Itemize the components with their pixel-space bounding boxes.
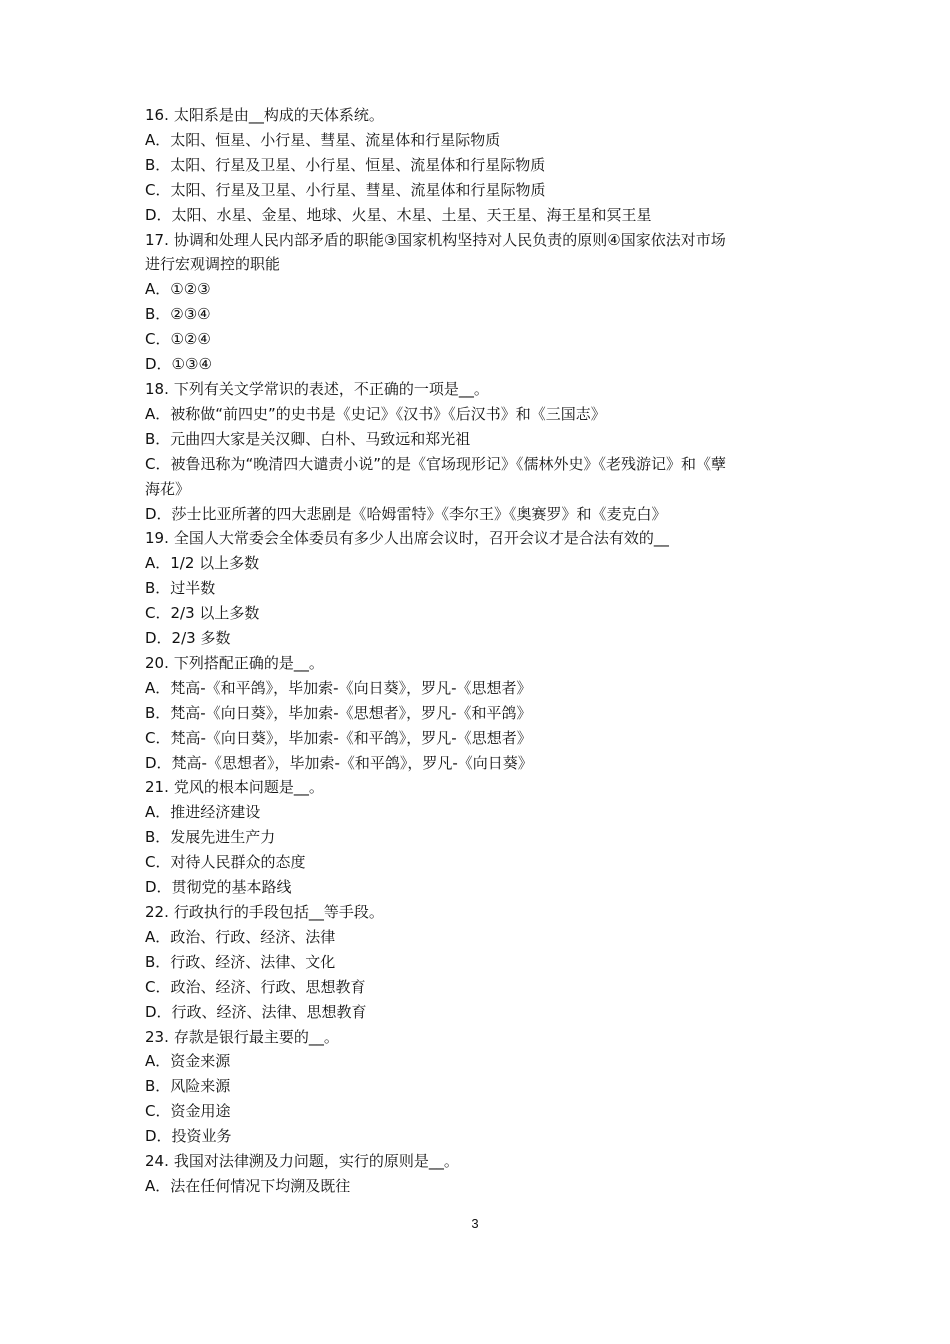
- option-line: A．政治、行政、经济、法律: [145, 927, 336, 946]
- question-number: 16.: [145, 106, 169, 124]
- option-line: B．元曲四大家是关汉卿、白朴、马致远和郑光祖: [145, 429, 471, 448]
- continuation-line: 进行宏观调控的职能: [145, 255, 281, 274]
- question-text: 行政执行的手段包括__等手段。: [173, 903, 384, 921]
- question-line: [145, 526, 810, 551]
- question-text: 党风的根本问题是__。: [173, 778, 324, 797]
- question-number: 21.: [145, 778, 169, 797]
- option-line: C．对待人民群众的态度: [145, 853, 306, 872]
- page-content: [145, 103, 810, 1199]
- question-number: 17.: [145, 230, 169, 249]
- question-line: [145, 775, 810, 800]
- option-line: B．太阳、行星及卫星、小行星、恒星、流星体和行星际物质: [145, 155, 546, 174]
- option-line: C．①②④: [145, 330, 211, 349]
- option-line: D．行政、经济、法律、思想教育: [145, 1002, 367, 1021]
- option-line: C．太阳、行星及卫星、小行星、彗星、流星体和行星际物质: [145, 180, 546, 199]
- option-line: A．法在任何情况下均溯及既往: [145, 1176, 351, 1195]
- question-number: 20.: [145, 653, 169, 672]
- option-line: A．太阳、恒星、小行星、彗星、流星体和行星际物质: [145, 130, 501, 149]
- question-text: 全国人大常委会全体委员有多少人出席会议时，召开会议才是合法有效的__: [173, 529, 669, 548]
- option-line: C．2/3 以上多数: [145, 604, 260, 623]
- option-line: B．发展先进生产力: [145, 828, 276, 847]
- option-line: A．1/2 以上多数: [145, 554, 260, 573]
- option-line: D．投资业务: [145, 1127, 232, 1146]
- question-line: [145, 228, 810, 253]
- continuation-line: 海花》: [145, 479, 191, 498]
- option-line: B．梵高-《向日葵》，毕加索-《思想者》，罗凡-《和平鸽》: [145, 703, 532, 722]
- question-line: [145, 1149, 810, 1174]
- option-line: C．政治、经济、行政、思想教育: [145, 977, 366, 996]
- option-line: D．2/3 多数: [145, 629, 231, 648]
- option-line: D．太阳、水星、金星、地球、火星、木星、土星、天王星、海王星和冥王星: [145, 205, 652, 224]
- option-line: B．②③④: [145, 305, 211, 324]
- question-number: 19.: [145, 529, 169, 548]
- option-line: C．梵高-《向日葵》，毕加索-《和平鸽》，罗凡-《思想者》: [145, 728, 532, 747]
- question-number: 18.: [145, 379, 169, 398]
- option-line: D．梵高-《思想者》，毕加索-《和平鸽》，罗凡-《向日葵》: [145, 753, 533, 772]
- option-line: A．梵高-《和平鸽》，毕加索-《向日葵》，罗凡-《思想者》: [145, 678, 532, 697]
- question-number: 22.: [145, 903, 169, 921]
- option-line: A．推进经济建设: [145, 803, 261, 822]
- question-line: [145, 103, 810, 128]
- question-text: 协调和处理人民内部矛盾的职能③国家机构坚持对人民负责的原则④国家依法对市场: [173, 230, 726, 249]
- option-line: A．①②③: [145, 280, 211, 299]
- question-line: [145, 1025, 810, 1050]
- option-line: B．过半数: [145, 579, 216, 598]
- option-line: C．资金用途: [145, 1102, 231, 1121]
- page-number: 3: [471, 1216, 479, 1231]
- question-text: 我国对法律溯及力问题，实行的原则是__。: [173, 1152, 459, 1171]
- option-line: D．贯彻党的基本路线: [145, 878, 292, 897]
- question-line: [145, 651, 810, 676]
- question-text: 太阳系是由__构成的天体系统。: [173, 106, 384, 124]
- question-line: [145, 900, 810, 925]
- option-line: D．①③④: [145, 355, 212, 374]
- option-line: A．资金来源: [145, 1052, 231, 1071]
- question-number: 24.: [145, 1152, 169, 1171]
- option-line: A．被称做“前四史”的史书是《史记》《汉书》《后汉书》和《三国志》: [145, 404, 606, 423]
- option-line: B．行政、经济、法律、文化: [145, 952, 336, 971]
- option-line: D．莎士比亚所著的四大悲剧是《哈姆雷特》《李尔王》《奥赛罗》和《麦克白》: [145, 504, 667, 523]
- question-text: 下列搭配正确的是__。: [173, 653, 324, 672]
- question-number: 23.: [145, 1027, 169, 1046]
- option-line: B．风险来源: [145, 1077, 231, 1096]
- option-line: C．被鲁迅称为“晚清四大谴责小说”的是《官场现形记》《儒林外史》《老残游记》和《孽: [145, 454, 727, 473]
- question-line: [145, 377, 810, 402]
- question-text: 下列有关文学常识的表述，不正确的一项是__。: [173, 379, 489, 398]
- question-text: 存款是银行最主要的__。: [173, 1027, 339, 1046]
